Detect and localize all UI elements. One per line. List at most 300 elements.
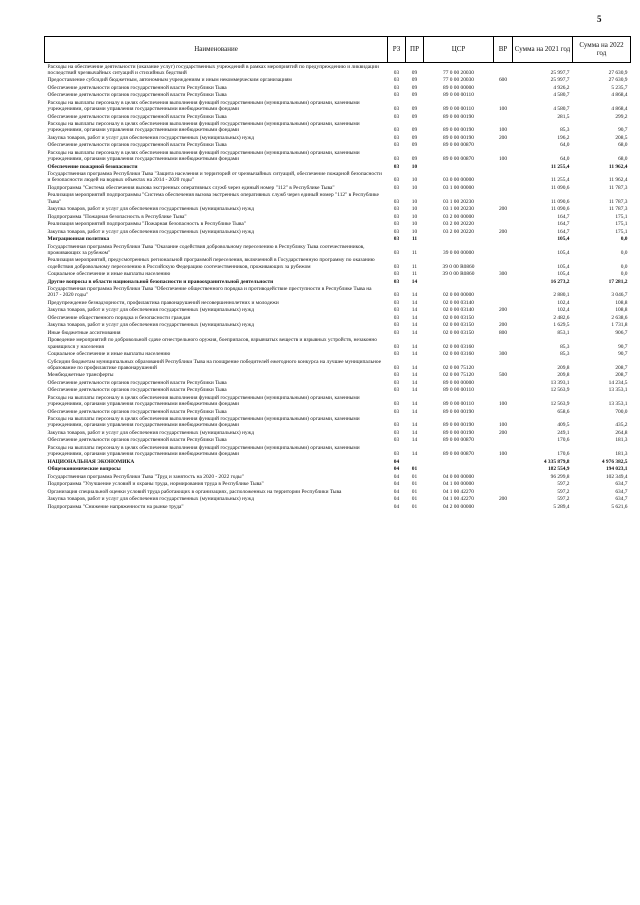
row-rz: 03 <box>393 278 400 285</box>
row-sum-2022: 175,1 <box>615 221 628 228</box>
row-rz: 03 <box>393 307 400 314</box>
row-vr <box>494 408 513 415</box>
row-csr <box>424 163 494 170</box>
row-sum-2021: 2 482,6 <box>553 314 570 321</box>
row-name: Социальное обеспечение и иные выплаты населению <box>47 351 171 358</box>
row-vr <box>494 163 513 170</box>
row-csr: 89 0 00 00190 <box>443 113 474 120</box>
row-sum-2021: 597,2 <box>557 481 570 488</box>
row-vr: 600 <box>498 77 508 84</box>
table-row <box>45 243 631 257</box>
table-row <box>45 337 631 351</box>
row-sum-2021: 597,2 <box>557 496 570 503</box>
row-sum-2022: 175,1 <box>615 213 628 220</box>
row-name: Подпрограмма "Система обеспечения вызова экстренных оперативных служб через единый номер "112" в Республике Тыва" <box>47 184 335 191</box>
row-rz: 03 <box>393 271 400 278</box>
row-pr: 09 <box>411 69 418 76</box>
row-rz: 03 <box>393 236 400 243</box>
row-rz: 03 <box>393 314 400 321</box>
row-vr <box>494 236 513 243</box>
row-pr: 11 <box>411 271 418 278</box>
row-name: Межбюджетные трансферты <box>47 372 114 379</box>
row-sum-2022: 11 962,4 <box>608 163 628 170</box>
table-row <box>45 488 631 495</box>
row-name: Обеспечение деятельности органов государственной власти Республики Тыва <box>47 84 227 91</box>
table-row <box>45 99 631 113</box>
table-row <box>45 171 631 185</box>
row-csr: 04 0 00 00000 <box>443 473 474 480</box>
row-sum-2021: 1 629,5 <box>553 322 570 329</box>
row-pr: 14 <box>411 387 418 394</box>
row-csr: 02 0 00 03150 <box>443 314 474 321</box>
row-sum-2022: 906,7 <box>615 329 628 336</box>
row-rz: 03 <box>393 92 400 99</box>
row-sum-2022: 108,8 <box>615 307 628 314</box>
table-row <box>45 444 631 458</box>
row-sum-2022: 0,0 <box>620 249 628 256</box>
row-csr: 89 0 00 00870 <box>443 156 474 163</box>
row-pr: 01 <box>411 473 418 480</box>
row-name: Обеспечение деятельности органов государственной власти Республики Тыва <box>47 113 227 120</box>
row-sum-2021: 4 335 879,8 <box>543 458 570 465</box>
row-rz: 03 <box>393 156 400 163</box>
row-pr: 10 <box>411 206 418 213</box>
row-csr: 89 0 00 00190 <box>443 134 474 141</box>
row-sum-2022: 700,0 <box>615 408 628 415</box>
row-sum-2022: 17 281,2 <box>608 278 628 285</box>
row-vr: 100 <box>498 422 508 429</box>
row-csr: 02 0 00 75120 <box>443 364 474 371</box>
row-pr: 14 <box>411 429 418 436</box>
row-pr: 09 <box>411 142 418 149</box>
row-pr: 14 <box>411 372 418 379</box>
row-sum-2021: 164,7 <box>557 221 570 228</box>
row-name: Расходы на выплаты персоналу в целях обеспечения выполнения функций государственными (муниципальными) органами, казенными учреждениями, органами управления государственными внебюджетными фондами <box>47 394 360 408</box>
row-vr <box>494 488 513 495</box>
row-pr: 10 <box>411 177 418 184</box>
row-sum-2021: 170,6 <box>557 451 570 458</box>
row-sum-2022: 11 787,3 <box>608 198 628 205</box>
row-sum-2022: 68,0 <box>618 156 628 163</box>
row-vr <box>494 221 513 228</box>
row-rz: 03 <box>393 206 400 213</box>
row-sum-2022: 11 787,3 <box>608 184 628 191</box>
row-sum-2021: 4 926,2 <box>553 84 570 91</box>
row-sum-2021: 209,8 <box>557 372 570 379</box>
row-pr: 10 <box>411 198 418 205</box>
row-sum-2022: 181,3 <box>615 437 628 444</box>
row-sum-2022: 264,8 <box>615 429 628 436</box>
row-sum-2022: 68,0 <box>618 142 628 149</box>
row-pr: 14 <box>411 437 418 444</box>
row-sum-2022: 11 962,4 <box>608 177 628 184</box>
row-name: НАЦИОНАЛЬНАЯ ЭКОНОМИКА <box>47 458 135 465</box>
row-csr: 03 1 00 20230 <box>443 198 474 205</box>
row-sum-2022: 1 731,8 <box>611 322 628 329</box>
header-rz: РЗ <box>388 37 406 63</box>
row-sum-2021: 105,4 <box>557 249 570 256</box>
table-row <box>45 299 631 306</box>
table-row <box>45 184 631 191</box>
row-csr: 03 2 00 00000 <box>443 213 474 220</box>
row-name: Обеспечение деятельности органов государственной власти Республики Тыва <box>47 92 227 99</box>
row-sum-2022: 194 023,1 <box>605 466 628 473</box>
table-row <box>45 142 631 149</box>
row-csr: 89 0 00 00870 <box>443 142 474 149</box>
row-pr: 10 <box>411 228 418 235</box>
table-row <box>45 473 631 480</box>
row-rz: 03 <box>393 177 400 184</box>
row-rz: 03 <box>393 322 400 329</box>
row-rz: 03 <box>393 69 400 76</box>
row-sum-2022: 4 868,4 <box>611 92 628 99</box>
row-vr <box>494 358 513 372</box>
row-vr: 200 <box>498 134 508 141</box>
row-csr: 89 0 00 00000 <box>443 84 474 91</box>
row-name: Обеспечение деятельности органов государственной власти Республики Тыва <box>47 387 227 394</box>
row-rz: 03 <box>393 292 400 299</box>
row-pr: 11 <box>411 249 418 256</box>
row-name: Расходы на выплаты персоналу в целях обеспечения выполнения функций государственными (муниципальными) органами, казенными учреждениями, органами управления государственными внебюджетными фондами <box>47 121 360 134</box>
row-vr <box>494 503 513 510</box>
table-row <box>45 92 631 99</box>
row-rz: 03 <box>393 113 400 120</box>
row-pr: 14 <box>411 314 418 321</box>
row-rz: 03 <box>393 213 400 220</box>
row-pr: 09 <box>411 156 418 163</box>
header-sum-2021: Сумма на 2021 год <box>513 37 573 63</box>
row-vr <box>494 257 513 271</box>
table-row <box>45 458 631 465</box>
row-rz: 03 <box>393 351 400 358</box>
row-vr: 200 <box>498 307 508 314</box>
row-name: Обеспечение деятельности органов государственной власти Республики Тыва <box>47 142 227 149</box>
row-name: Миграционная политика <box>47 236 110 243</box>
row-vr <box>494 379 513 386</box>
table-row <box>45 271 631 278</box>
row-vr: 100 <box>498 127 508 134</box>
row-csr <box>424 458 494 465</box>
row-sum-2022: 299,2 <box>615 113 628 120</box>
row-name: Расходы на обеспечение деятельности (оказание услуг) государственных учреждений в рамках мероприятий по предупреждению и ликвидации последствий чрезвычайных ситуаций и стихийных бедствий <box>47 63 379 76</box>
row-vr <box>494 92 513 99</box>
row-rz: 03 <box>393 299 400 306</box>
row-pr: 09 <box>411 77 418 84</box>
row-rz: 04 <box>393 503 400 510</box>
table-header <box>45 37 631 63</box>
page-number: 5 <box>597 14 602 24</box>
table-row <box>45 228 631 235</box>
row-sum-2021: 11 090,6 <box>550 184 570 191</box>
row-vr <box>494 142 513 149</box>
row-sum-2022: 435,2 <box>615 422 628 429</box>
row-vr: 100 <box>498 451 508 458</box>
row-vr: 200 <box>498 496 508 503</box>
row-name: Другие вопросы в области национальной безопасности и правоохранительной деятельности <box>47 278 274 285</box>
table-row <box>45 351 631 358</box>
row-name: Социальное обеспечение и иные выплаты населению <box>47 271 171 278</box>
row-rz: 03 <box>393 372 400 379</box>
row-sum-2021: 64,0 <box>560 142 570 149</box>
table-row <box>45 236 631 243</box>
row-sum-2022: 2 638,6 <box>611 314 628 321</box>
row-sum-2022: 175,1 <box>615 228 628 235</box>
row-sum-2021: 85,3 <box>560 343 570 350</box>
row-pr: 01 <box>411 496 418 503</box>
budget-table <box>44 36 631 510</box>
table-row <box>45 213 631 220</box>
row-csr: 89 0 00 00870 <box>443 451 474 458</box>
table-row <box>45 257 631 271</box>
row-sum-2021: 4 580,7 <box>553 106 570 113</box>
row-sum-2021: 85,3 <box>560 127 570 134</box>
row-pr: 09 <box>411 106 418 113</box>
row-rz: 04 <box>393 458 400 465</box>
row-sum-2022: 0,0 <box>620 271 628 278</box>
row-sum-2021: 11 090,6 <box>550 206 570 213</box>
row-name: Государственная программа Республики Тыва "Обеспечение общественного порядка и противодействие преступности в Республике Тыва на 2017 - 2020 годы" <box>47 286 372 299</box>
table-row <box>45 286 631 300</box>
row-name: Обеспечение деятельности органов государственной власти Республики Тыва <box>47 379 227 386</box>
row-sum-2022: 5 621,6 <box>611 503 628 510</box>
table-row <box>45 134 631 141</box>
row-sum-2021: 2 880,1 <box>553 292 570 299</box>
row-rz: 03 <box>393 422 400 429</box>
row-sum-2021: 196,2 <box>557 134 570 141</box>
row-vr <box>494 278 513 285</box>
row-sum-2021: 249,1 <box>557 429 570 436</box>
row-rz: 03 <box>393 163 400 170</box>
row-sum-2022: 4 868,4 <box>611 106 628 113</box>
row-vr <box>494 466 513 473</box>
row-csr: 89 0 00 00000 <box>443 379 474 386</box>
row-sum-2022: 90,7 <box>618 351 628 358</box>
row-sum-2021: 13 393,1 <box>550 379 570 386</box>
row-csr: 89 0 00 00190 <box>443 127 474 134</box>
row-csr: 39 0 00 R0860 <box>442 271 475 278</box>
table-row <box>45 206 631 213</box>
row-pr: 09 <box>411 113 418 120</box>
row-csr: 89 0 00 00190 <box>443 422 474 429</box>
row-vr: 300 <box>498 351 508 358</box>
row-rz: 03 <box>393 198 400 205</box>
row-pr: 09 <box>411 127 418 134</box>
row-rz: 03 <box>393 228 400 235</box>
table-row <box>45 322 631 329</box>
row-sum-2022: 90,7 <box>618 343 628 350</box>
row-sum-2021: 105,4 <box>557 236 570 243</box>
row-csr: 39 0 00 00000 <box>443 249 474 256</box>
row-sum-2021: 102,4 <box>557 299 570 306</box>
row-rz: 04 <box>393 466 400 473</box>
row-sum-2021: 96 299,8 <box>550 473 570 480</box>
header-csr: ЦСР <box>424 37 494 63</box>
row-vr: 100 <box>498 106 508 113</box>
row-name: Государственная программа Республики Тыва "Защита населения и территорий от чрезвычайных ситуаций, обеспечение пожарной безопасности и безопасности людей на водных объектах на 2014 - 2020 годы" <box>47 171 382 184</box>
row-csr: 03 0 00 00000 <box>443 177 474 184</box>
row-name: Государственная программа Республики Тыва "Оказание содействия добровольному переселению в Республику Тыва соотечественников, проживающих за рубежом" <box>47 243 365 256</box>
row-name: Расходы на выплаты персоналу в целях обеспечения выполнения функций государственными (муниципальными) органами, казенными учреждениями, органами управления государственными внебюджетными фондами <box>47 99 360 113</box>
row-vr <box>494 286 513 300</box>
table-row <box>45 503 631 510</box>
row-sum-2022: 108,8 <box>615 299 628 306</box>
row-name: Закупка товаров, работ и услуг для обеспечения государственных (муниципальных) нужд <box>47 307 255 314</box>
row-rz: 03 <box>393 401 400 408</box>
table-row <box>45 408 631 415</box>
header-pr: ПР <box>406 37 424 63</box>
row-rz: 03 <box>393 408 400 415</box>
row-pr: 11 <box>411 263 418 270</box>
row-sum-2022: 0,0 <box>620 236 628 243</box>
row-vr: 200 <box>498 322 508 329</box>
row-pr: 09 <box>411 134 418 141</box>
row-sum-2021: 25 997,7 <box>550 77 570 84</box>
row-vr <box>494 171 513 185</box>
row-name: Предупреждение безнадзорности, профилактика правонарушений несовершеннолетних и молодежи <box>47 299 279 306</box>
row-sum-2021: 64,0 <box>560 156 570 163</box>
row-name: Подпрограмма "Пожарная безопасность в Республике Тыва" <box>47 213 187 220</box>
row-sum-2021: 11 255,4 <box>550 163 570 170</box>
row-sum-2021: 170,6 <box>557 437 570 444</box>
row-sum-2021: 853,1 <box>557 329 570 336</box>
row-rz: 03 <box>393 329 400 336</box>
table-row <box>45 466 631 473</box>
row-rz: 04 <box>393 481 400 488</box>
row-csr: 89 0 00 00190 <box>443 408 474 415</box>
row-vr: 200 <box>498 206 508 213</box>
row-sum-2021: 12 563,9 <box>550 387 570 394</box>
row-pr: 14 <box>411 322 418 329</box>
row-csr: 02 0 00 03160 <box>443 343 474 350</box>
table-row <box>45 149 631 163</box>
row-csr: 04 1 00 42270 <box>443 496 474 503</box>
row-sum-2022: 5 235,7 <box>611 84 628 91</box>
row-sum-2022: 634,7 <box>615 481 628 488</box>
row-csr: 02 0 00 03140 <box>443 307 474 314</box>
row-sum-2021: 164,7 <box>557 228 570 235</box>
table-row <box>45 77 631 84</box>
row-vr <box>494 213 513 220</box>
row-csr <box>424 278 494 285</box>
row-sum-2021: 85,3 <box>560 351 570 358</box>
row-csr: 39 0 00 R0860 <box>442 263 475 270</box>
row-name: Реализация мероприятий, предусмотренных региональной программой переселения, включенной в Государственную программу по оказанию содействия добровольному переселению в Российскую Федерацию соотечественников, проживающих за рубежом <box>47 257 375 270</box>
row-name: Обеспечение пожарной безопасности <box>47 163 138 170</box>
row-pr: 11 <box>411 236 418 243</box>
row-name: Расходы на выплаты персоналу в целях обеспечения выполнения функций государственными (муниципальными) органами, казенными учреждениями, органами управления государственными внебюджетными фондами <box>47 444 360 458</box>
row-pr: 10 <box>411 213 418 220</box>
row-pr: 14 <box>411 278 418 285</box>
row-pr: 01 <box>411 488 418 495</box>
row-vr <box>494 337 513 351</box>
row-name: Государственная программа Республики Тыва "Труд и занятость на 2020 - 2022 годы" <box>47 473 244 480</box>
table-row <box>45 394 631 408</box>
table-row <box>45 387 631 394</box>
row-vr: 800 <box>498 329 508 336</box>
row-csr: 02 0 00 03150 <box>443 329 474 336</box>
table-row <box>45 437 631 444</box>
row-name: Иные бюджетные ассигнования <box>47 329 121 336</box>
header-vr: ВР <box>494 37 513 63</box>
row-csr: 03 1 00 00000 <box>443 184 474 191</box>
row-rz: 04 <box>393 473 400 480</box>
header-sum-2022: Сумма на 2022 год <box>573 37 631 63</box>
row-name: Обеспечение деятельности органов государственной власти Республики Тыва <box>47 437 227 444</box>
row-name: Закупка товаров, работ и услуг для обеспечения государственных (муниципальных) нужд <box>47 429 255 436</box>
row-csr: 02 0 00 03160 <box>443 351 474 358</box>
row-sum-2022: 3 046,7 <box>611 292 628 299</box>
row-pr: 14 <box>411 408 418 415</box>
row-sum-2022: 208,5 <box>615 134 628 141</box>
row-csr: 04 2 00 00000 <box>443 503 474 510</box>
row-sum-2021: 105,4 <box>557 263 570 270</box>
row-sum-2022: 208,7 <box>615 372 628 379</box>
row-sum-2021: 102,4 <box>557 307 570 314</box>
row-name: Закупка товаров, работ и услуг для обеспечения государственных (муниципальных) нужд <box>47 496 255 503</box>
row-rz: 03 <box>393 387 400 394</box>
row-pr: 09 <box>411 92 418 99</box>
row-sum-2022: 181,3 <box>615 451 628 458</box>
row-name: Подпрограмма "Снижение напряженности на рынке труда" <box>47 503 184 510</box>
row-name: Закупка товаров, работ и услуг для обеспечения государственных (муниципальных) нужд <box>47 228 255 235</box>
row-rz: 04 <box>393 496 400 503</box>
row-name: Реализация мероприятий подпрограммы "Пожарная безопасность в Республике Тыва" <box>47 221 246 228</box>
table-row <box>45 358 631 372</box>
row-vr <box>494 299 513 306</box>
row-vr <box>494 437 513 444</box>
row-vr: 200 <box>498 228 508 235</box>
row-csr: 02 0 00 00000 <box>443 292 474 299</box>
row-csr: 03 2 00 20220 <box>443 228 474 235</box>
row-sum-2021: 209,8 <box>557 364 570 371</box>
row-pr: 14 <box>411 422 418 429</box>
table-row <box>45 314 631 321</box>
row-vr <box>494 314 513 321</box>
row-vr: 500 <box>498 372 508 379</box>
row-rz: 03 <box>393 142 400 149</box>
row-sum-2022: 634,7 <box>615 488 628 495</box>
table-row <box>45 307 631 314</box>
row-rz: 03 <box>393 343 400 350</box>
row-name: Предоставление субсидий бюджетным, автономным учреждениям и иным некоммерческим организациям <box>47 77 292 84</box>
row-vr <box>494 243 513 257</box>
row-name: Расходы на выплаты персоналу в целях обеспечения выполнения функций государственными (муниципальными) органами, казенными учреждениями, органами управления государственными внебюджетными фондами <box>47 416 360 429</box>
row-pr: 09 <box>411 84 418 91</box>
table-row <box>45 84 631 91</box>
row-vr <box>494 84 513 91</box>
row-name: Обеспечение деятельности органов государственной власти Республики Тыва <box>47 408 227 415</box>
table-row <box>45 221 631 228</box>
row-name: Субсидии бюджетам муниципальных образований Республики Тыва на поощрение победителей ежегодного конкурса на лучшее муниципальное образование по профилактике правонарушений <box>47 358 382 371</box>
row-csr: 89 0 00 00110 <box>443 92 474 99</box>
table-row <box>45 429 631 436</box>
row-sum-2022: 27 630,9 <box>608 77 628 84</box>
row-sum-2022: 14 234,5 <box>608 379 628 386</box>
row-sum-2022: 208,7 <box>615 364 628 371</box>
row-sum-2021: 16 273,2 <box>550 278 570 285</box>
row-sum-2021: 5 289,4 <box>553 503 570 510</box>
row-vr <box>494 458 513 465</box>
row-sum-2022: 11 787,3 <box>608 206 628 213</box>
row-rz: 03 <box>393 429 400 436</box>
row-vr: 200 <box>498 429 508 436</box>
row-rz: 03 <box>393 84 400 91</box>
row-sum-2021: 658,6 <box>557 408 570 415</box>
header-name: Наименование <box>45 37 388 63</box>
row-vr <box>494 63 513 77</box>
row-sum-2022: 13 353,1 <box>608 401 628 408</box>
row-rz: 03 <box>393 127 400 134</box>
